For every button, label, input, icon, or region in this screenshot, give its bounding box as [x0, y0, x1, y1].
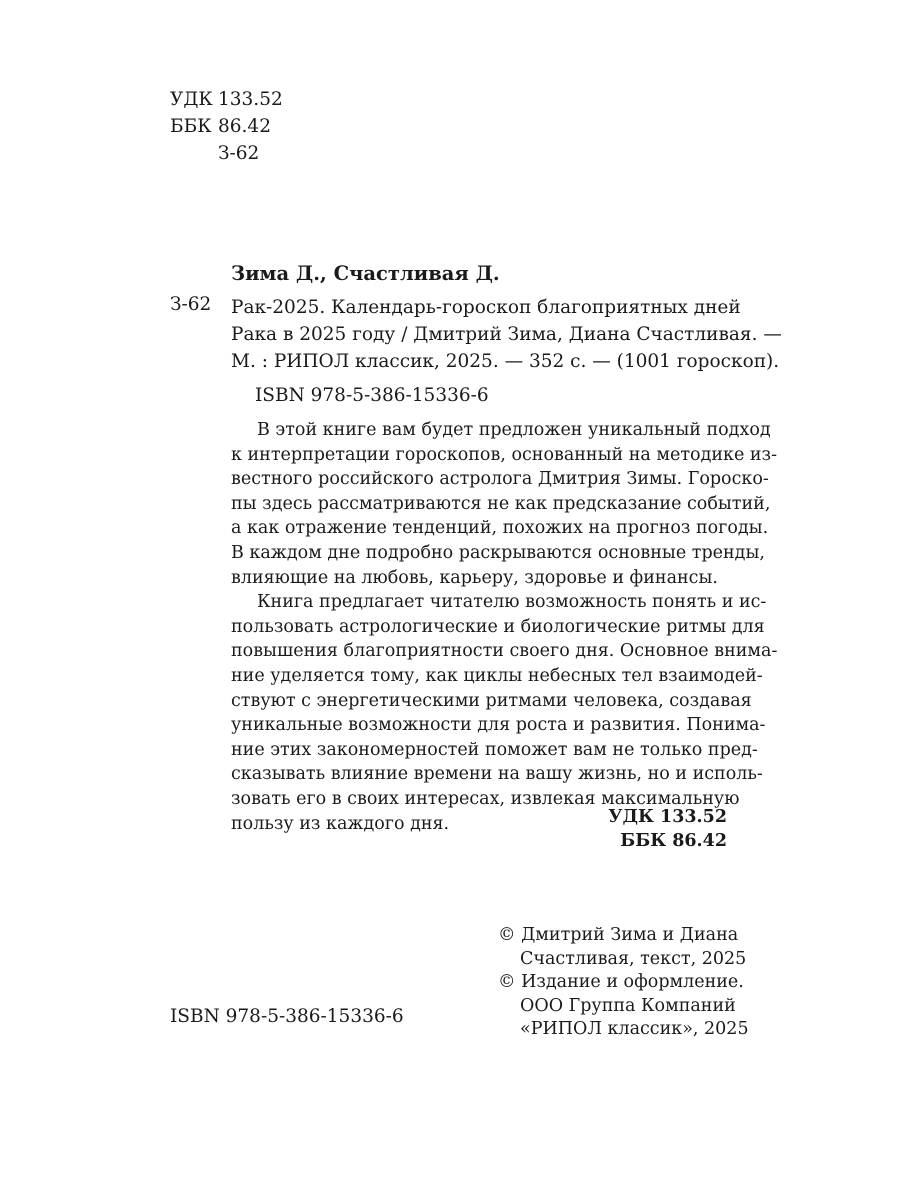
author-sign: З-62 — [170, 294, 212, 315]
top-classification-codes — [170, 86, 283, 167]
bbk-value: 86.42 — [218, 116, 271, 137]
udk-value: 133.52 — [218, 89, 283, 110]
copyright-line: © Издание и оформление. — [498, 972, 744, 992]
authors-heading: Зима Д., Счастливая Д. — [231, 262, 500, 285]
annotation-line: ние уделяется тому, как циклы небесных тел взаимодей- — [231, 665, 763, 686]
annotation-line: В этой книге вам будет предложен уникальный подход — [257, 420, 771, 440]
annotation-line: В каждом дне подробно раскрываются основные тренды, — [231, 542, 765, 563]
isbn-record: ISBN 978-5-386-15336-6 — [255, 385, 489, 406]
annotation-line: ствуют с энергетическими ритмами человека, создавая — [231, 690, 752, 711]
annotation-line: пользу из каждого дня. — [231, 813, 450, 834]
author-sign-row — [170, 140, 283, 167]
bbk-label: ББК — [170, 116, 212, 137]
annotation-line: повышения благоприятности своего дня. Основное внима- — [231, 641, 778, 662]
annotation-line: влияющие на любовь, карьеру, здоровье и финансы. — [231, 567, 718, 588]
annotation-line: ние этих закономерностей поможет вам не только пред- — [231, 739, 758, 760]
annotation-line: уникальные возможности для роста и развития. Понима- — [231, 715, 766, 736]
copyright-line: Счастливая, текст, 2025 — [520, 948, 747, 969]
annotation-line: вестного российского астролога Дмитрия Зимы. Гороско- — [231, 469, 769, 490]
udk-label: УДК — [170, 89, 213, 110]
copyright-line: ООО Группа Компаний — [520, 995, 736, 1016]
copyright-block — [498, 924, 749, 1042]
annotation-line: сказывать влияние времени на вашу жизнь, но и исполь- — [231, 764, 763, 785]
bibliographic-description — [231, 294, 782, 375]
isbn-footer: ISBN 978-5-386-15336-6 — [170, 1006, 404, 1027]
bbk-code: ББК 86.42 — [620, 831, 727, 851]
classification-codes — [608, 805, 727, 853]
bbk-row — [170, 113, 283, 140]
udk-code: УДК 133.52 — [608, 807, 727, 827]
copyright-line: © Дмитрий Зима и Диана — [498, 925, 739, 945]
annotation-line: зовать его в своих интересах, извлекая максимальную — [231, 788, 740, 809]
biblio-line: Рака в 2025 году / Дмитрий Зима, Диана Счастливая. — — [231, 324, 782, 345]
annotation-line: к интерпретации гороскопов, основанный на методике из- — [231, 444, 778, 465]
biblio-line: М. : РИПОЛ классик, 2025. — 352 с. — (1001 гороскоп). — [231, 351, 780, 372]
annotation — [231, 418, 778, 836]
annotation-line: пользовать астрологические и биологические ритмы для — [231, 616, 765, 637]
copyright-line: «РИПОЛ классик», 2025 — [520, 1019, 749, 1039]
annotation-line: пы здесь рассматриваются не как предсказание событий, — [231, 493, 771, 514]
biblio-line: Рак-2025. Календарь-гороскоп благоприятных дней — [231, 297, 741, 318]
udk-row — [170, 86, 283, 113]
annotation-line: Книга предлагает читателю возможность понять и ис- — [257, 592, 767, 613]
annotation-line: а как отражение тенденций, похожих на прогноз погоды. — [231, 518, 769, 539]
author-sign-top: З-62 — [218, 143, 260, 164]
